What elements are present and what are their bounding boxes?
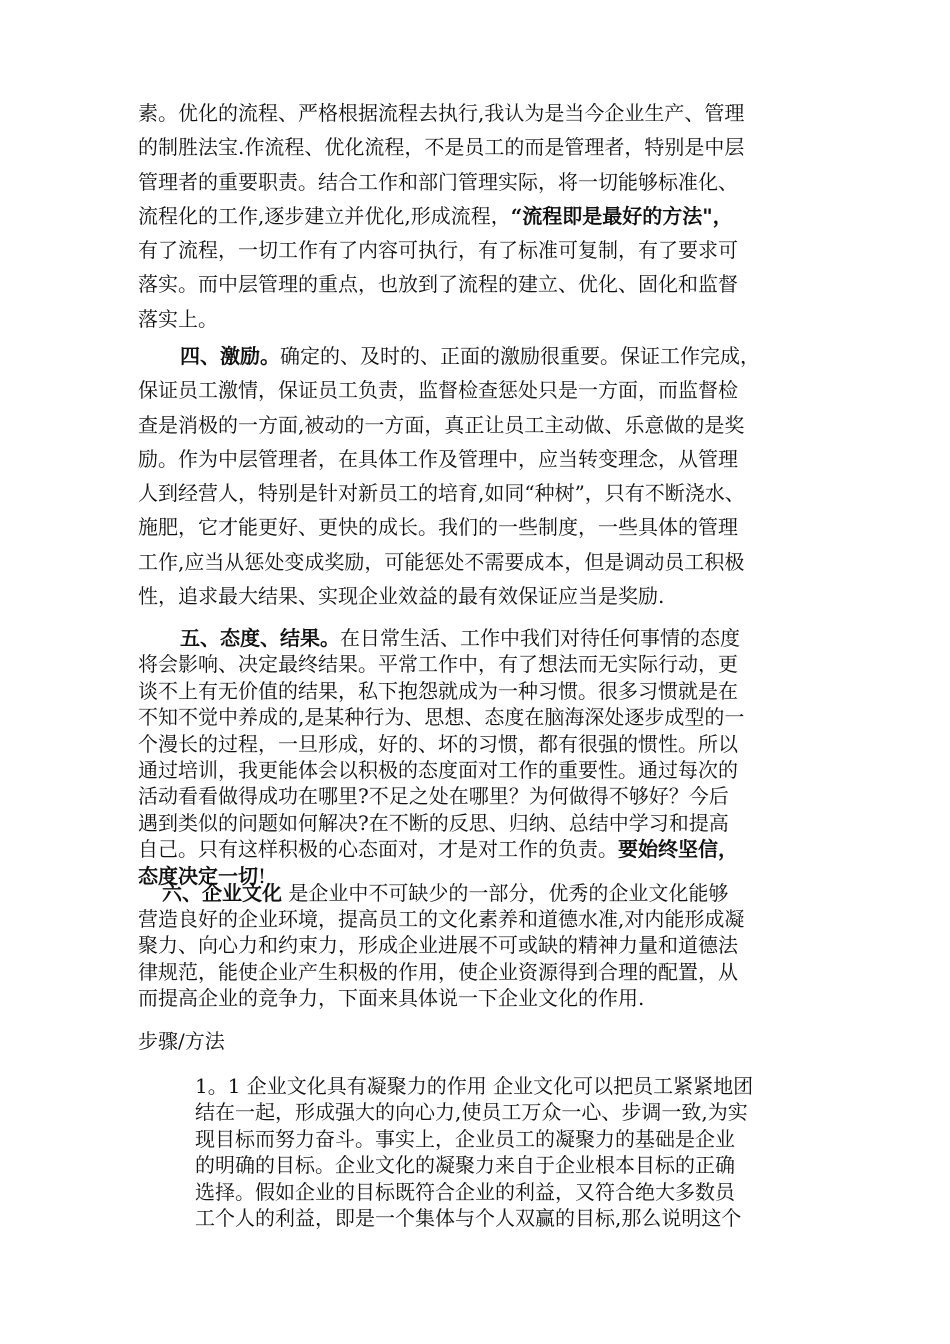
- text-line: 选择。假如企业的目标既符合企业的利益，又符合绝大多数员: [195, 1179, 735, 1204]
- steps-heading: [138, 1026, 438, 1056]
- text-run: 确定的、及时的、正面的激励很重要。保证工作完成，: [280, 344, 760, 368]
- text-line: 施肥，它才能更好、更快的成长。我们的一些制度，一些具体的管理: [138, 515, 738, 540]
- paragraph-cohesion: [195, 1073, 825, 1231]
- text-line: 落实。而中层管理的重点，也放到了流程的建立、优化、固化和监督: [138, 272, 738, 297]
- section-heading: 六、企业文化: [162, 881, 282, 905]
- paragraph-attitude: [138, 625, 828, 889]
- text-line: 管理者的重要职责。结合工作和部门管理实际，将一切能够标准化、: [138, 169, 738, 194]
- text-run: 流程化的工作,逐步建立并优化,形成流程，: [138, 203, 511, 228]
- text-line: [138, 339, 828, 373]
- text-line: [138, 836, 828, 862]
- text-line: 聚力、向心力和约束力，形成企业进展不可或缺的精神力量和道德法: [138, 933, 738, 958]
- text-line: 励。作为中层管理者，在具体工作及管理中，应当转变理念，从管理: [138, 446, 738, 471]
- text-run: 是企业中不可缺少的一部分，优秀的企业文化能够: [282, 881, 729, 905]
- text-line: 不知不觉中养成的,是某种行为、思想、态度在脑海深处逐步成型的一: [138, 705, 745, 730]
- paragraph-incentive: [138, 339, 828, 613]
- bold-quote: “流程即是最好的方法"，: [510, 203, 733, 228]
- text-line: 的明确的目标。企业文化的凝聚力来自于企业根本目标的正确: [195, 1153, 735, 1178]
- text-line: 落实上。: [138, 306, 218, 331]
- bold-emphasis: 要始终坚信，: [618, 837, 738, 862]
- text-line: 结在一起，形成强大的向心力,使员工万众一心、步调一致,为实: [195, 1100, 748, 1125]
- text-line: 的制胜法宝.作流程、优化流程，不是员工的而是管理者，特别是中层: [138, 135, 745, 160]
- text-run: 在日常生活、工作中我们对待任何事情的态度: [340, 626, 740, 650]
- text-line: 性，追求最大结果、实现企业效益的最有效保证应当是奖励.: [138, 584, 665, 609]
- section-heading: 五、态度、结果。: [180, 626, 340, 650]
- text-line: 营造良好的企业环境，提高员工的文化素养和道德水准,对内能形成凝: [138, 907, 745, 932]
- text-line: 人到经营人，特别是针对新员工的培育,如同“种树”，只有不断浇水、: [138, 481, 745, 506]
- text-line: 工个人的利益，即是一个集体与个人双赢的目标,那么说明这个: [195, 1206, 742, 1231]
- text-line: [138, 625, 828, 651]
- paragraph-culture: [138, 880, 828, 1011]
- bold-emphasis: 态度决定一切: [138, 863, 258, 888]
- text-line: 个漫长的过程，一旦形成，好的、坏的习惯，都有很强的惯性。所以: [138, 731, 738, 756]
- text-line: 谈不上有无价值的结果，私下抱怨就成为一种习惯。很多习惯就是在: [138, 678, 738, 703]
- text-run: 自己。只有这样积极的心态面对，才是对工作的负责。: [138, 837, 618, 862]
- steps-label: 步骤/方法: [138, 1029, 225, 1053]
- text-line: 活动看看做得成功在哪里?不足之处在哪里？为何做得不够好？今后: [138, 784, 729, 809]
- text-line: 遇到类似的问题如何解决?在不断的反思、归纳、总结中学习和提高: [138, 810, 729, 835]
- paragraph-process: [138, 96, 828, 336]
- text-line: 素。优化的流程、严格根据流程去执行,我认为是当今企业生产、管理: [138, 101, 745, 125]
- text-line: 将会影响、决定最终结果。平常工作中，有了想法而无实际行动，更: [138, 652, 738, 677]
- text-line: 保证员工激情，保证员工负责，监督检查惩处只是一方面，而监督检: [138, 378, 738, 403]
- text-run: !: [258, 863, 267, 888]
- text-line: 1。1 企业文化具有凝聚力的作用 企业文化可以把员工紧紧地团: [195, 1074, 754, 1098]
- text-line: 查是消极的一方面,被动的一方面，真正让员工主动做、乐意做的是奖: [138, 412, 745, 437]
- text-line: 有了流程，一切工作有了内容可执行，有了标准可复制，有了要求可: [138, 238, 738, 263]
- text-line: [138, 880, 828, 906]
- text-line: 现目标而努力奋斗。事实上，企业员工的凝聚力的基础是企业: [195, 1126, 735, 1151]
- text-line: 工作,应当从惩处变成奖励，可能惩处不需要成本，但是调动员工积极: [138, 549, 745, 574]
- text-line: [138, 199, 828, 233]
- text-line: 律规范，能使企业产生积极的作用，使企业资源得到合理的配置，从: [138, 959, 738, 984]
- text-line: 而提高企业的竞争力，下面来具体说一下企业文化的作用.: [138, 985, 645, 1010]
- section-heading: 四、激励。: [180, 344, 280, 368]
- text-line: 通过培训，我更能体会以积极的态度面对工作的重要性。通过每次的: [138, 758, 738, 783]
